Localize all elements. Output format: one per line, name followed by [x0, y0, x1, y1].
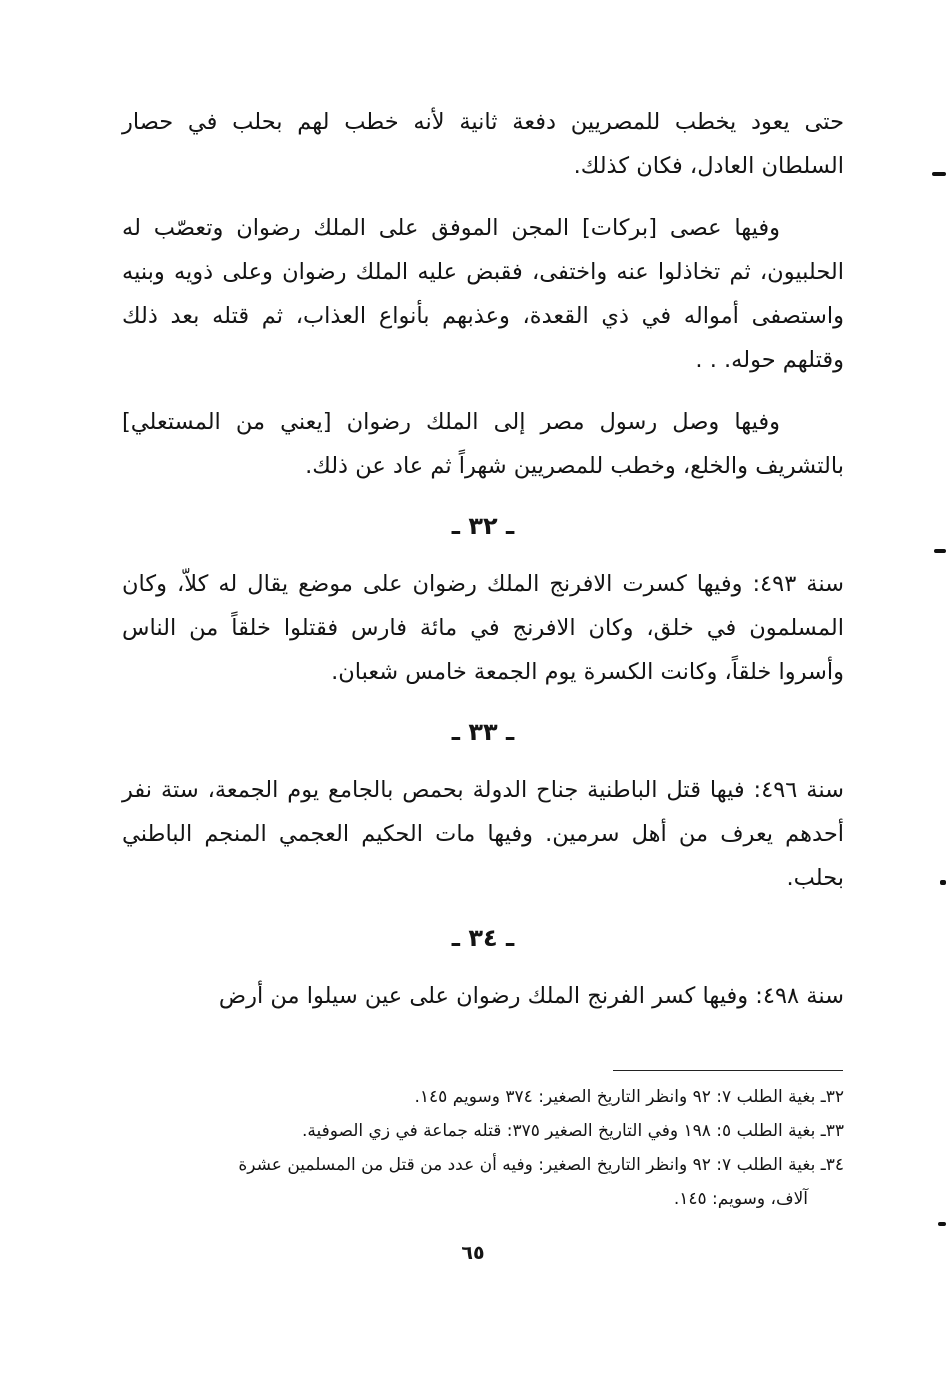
section-number-32: ـ ٣٢ ـ	[451, 512, 515, 540]
footnotes	[112, 1080, 844, 1216]
scan-edge-mark	[932, 172, 946, 176]
footnote-32: ٣٢ـ بغية الطلب ٧: ٩٢ وانظر التاريخ الصغير: ٣٧٤ وسويم ١٤٥.	[414, 1087, 844, 1107]
section-32-text: سنة ٤٩٣: وفيها كسرت الافرنج الملك رضوان على موضع يقال له كلاّ، وكان المسلمون في خلق، وكان الافرنج في مائة فارس فقتلوا خلقاً من الناس وأسروا خلقاً، وكانت الكسرة يوم الجمعة خامس شعبان.	[122, 571, 845, 685]
scan-edge-mark	[940, 880, 946, 885]
section-number-34: ـ ٣٤ ـ	[451, 924, 515, 952]
scan-edge-mark	[938, 1222, 946, 1226]
section-number-33: ـ ٣٣ ـ	[451, 718, 515, 746]
paragraph-1: حتى يعود يخطب للمصريين دفعة ثانية لأنه خطب لهم بحلب في حصار السلطان العادل، فكان كذلك.	[122, 109, 844, 179]
section-33-text: سنة ٤٩٦: فيها قتل الباطنية جناح الدولة بحمص بالجامع يوم الجمعة، ستة نفر أحدهم يعرف من أهل سرمين. وفيها مات الحكيم العجمي المنجم الباطني بحلب.	[122, 777, 845, 891]
footnote-34-continuation: آلاف، وسويم: ١٤٥.	[673, 1189, 808, 1209]
paragraph-3: وفيها وصل رسول مصر إلى الملك رضوان [يعني من المستعلي] بالتشريف والخلع، وخطب للمصريين شهراً ثم عاد عن ذلك.	[122, 409, 844, 479]
scan-edge-mark	[934, 549, 946, 553]
page-body	[122, 100, 844, 1036]
footnote-34: ٣٤ـ بغية الطلب ٧: ٩٢ وانظر التاريخ الصغير: وفيه أن عدد من قتل من المسلمين عشرة	[238, 1155, 844, 1175]
section-34-text: سنة ٤٩٨: وفيها كسر الفرنج الملك رضوان على عين سيلوا من أرض	[218, 983, 844, 1009]
page-number: ٦٥	[461, 1242, 485, 1264]
paragraph-2: وفيها عصى [بركات] المجن الموفق على الملك رضوان وتعصّب له الحلبيون، ثم تخاذلوا عنه واختفى، فقبض عليه الملك رضوان وعلى ذويه وبنيه واستصفى أمواله في ذي القعدة، وعذبهم بأنواع العذاب، ثم قتله بعد ذلك وقتلهم حوله. . .	[122, 215, 844, 373]
footnote-33: ٣٣ـ بغية الطلب ٥: ١٩٨ وفي التاريخ الصغير ٣٧٥: قتله جماعة في زي الصوفية.	[301, 1121, 844, 1141]
footnote-divider	[613, 1070, 843, 1071]
